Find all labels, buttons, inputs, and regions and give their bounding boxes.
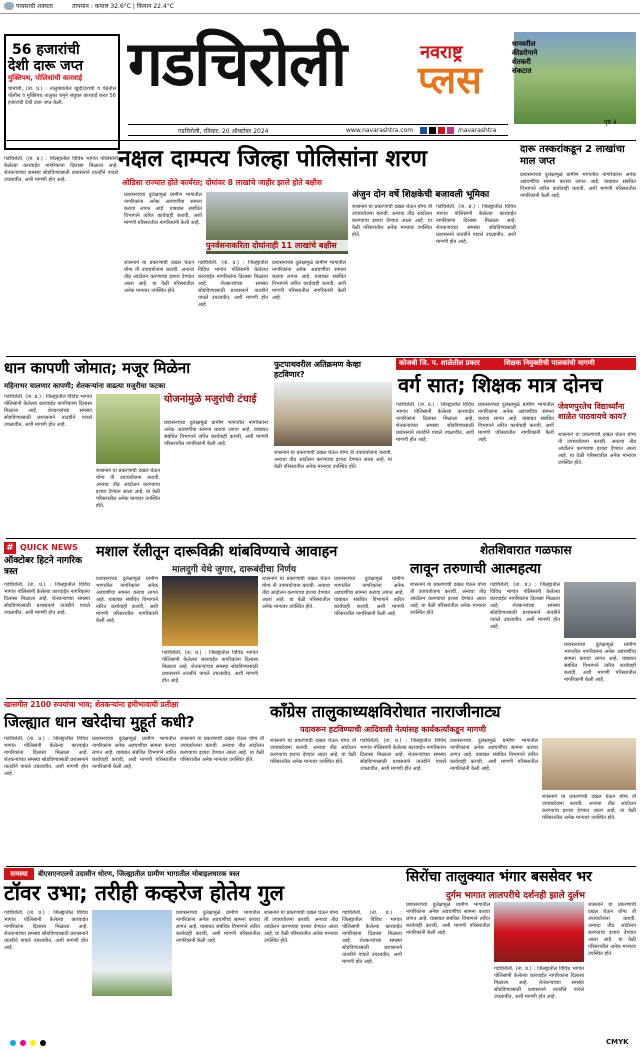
tower-col-2: प्रशासनाच्या दुर्लक्षामुळे ग्रामीण भागातील नागरिकांना अनेक अडचणींचा सामना करावा लागत आहे. याबाबत संबंधित विभागाने त्वरित कार्यवाही करावी, अशी मागणी परिसरातील नागरिकांनी केली आहे. bbox=[176, 910, 260, 944]
shivar-sub: लावून तरुणाची आत्महत्या bbox=[410, 561, 541, 577]
left-promo-body: चामोर्शी, (ता. प्र.) : तालुक्यातील खुर्दी/दराची व पेठेतील पोलीस व मुक्तिपथ तालुका चमूने संयुक्त कारवाई करत 56 हजारांची देशी दारू जप्त केली. bbox=[8, 86, 116, 106]
youtube-icon[interactable] bbox=[438, 127, 445, 134]
side-label: धानवरील कीडरोगाने शेतकरी संकटात bbox=[512, 40, 538, 75]
congress-col-1: शासनाने या प्रकरणाची दखल घेऊन योग्य ती उपाययोजना करावी. अन्यथा तीव्र आंदोलन करण्याचा इशारा देण्यात आला आहे. या वेळी परिसरातील अनेक मान्यवर उपस्थित होते. bbox=[270, 738, 356, 765]
anjuna-col-2: गडचिरोली, (ता. प्र.) : जिल्ह्यातील विविध भागांत पोलिसांनी केलेल्या कारवाईत नागरिकांना दिलासा मिळाला आहे. शेतकऱ्यांच्या समस्या सोडविण्यासाठी प्रशासनाने तातडीने पावले उचलावीत, अशी मागणी होत आहे. bbox=[436, 204, 516, 245]
congress-headline: काँग्रेस तालुकाध्यक्षविरोधात नाराजीनाट्य bbox=[270, 702, 501, 721]
yojana-body: प्रशासनाच्या दुर्लक्षामुळे ग्रामीण भागातील नागरिकांना अनेक अडचणींचा सामना करावा लागत आहे. याबाबत संबंधित विभागाने त्वरित कार्यवाही करावी, अशी मागणी परिसरातील नागरिकांनी केली आहे. bbox=[164, 420, 268, 447]
section-divider-4 bbox=[6, 866, 636, 867]
section-divider-2 bbox=[6, 538, 636, 539]
sironcha-col-2: शासनाने या प्रकरणाची दखल घेऊन योग्य ती उपाययोजना करावी. अन्यथा तीव्र आंदोलन करण्याचा इशारा देण्यात आला आहे. या वेळी परिसरातील अनेक मान्यवर उपस्थित होते. bbox=[588, 902, 636, 957]
jevanputre-body: शासनाने या प्रकरणाची दखल घेऊन योग्य ती उपाययोजना करावी. अन्यथा तीव्र आंदोलन करण्याचा इशारा देण्यात आला आहे. या वेळी परिसरातील अनेक मान्यवर उपस्थित होते. bbox=[558, 432, 636, 466]
paddy-headline: धान कापणी जोमात; मजूर मिळेना bbox=[4, 359, 191, 377]
dhaan-col-1: गडचिरोली, (ता. प्र.) : जिल्ह्यातील विविध भागांत पोलिसांनी केलेल्या कारवाईत नागरिकांना दिलासा मिळाला आहे. शेतकऱ्यांच्या समस्या सोडविण्यासाठी प्रशासनाने तातडीने पावले उचलावीत, अशी मागणी होत आहे. bbox=[4, 736, 88, 777]
website-link[interactable]: www.navarashtra.com bbox=[346, 127, 414, 134]
brand-top: नवराष्ट्र bbox=[420, 42, 463, 63]
kojagiri-col-1: गडचिरोली, (ता. प्र.) : जिल्ह्यातील विविध भागांत पोलिसांनी केलेल्या कारवाईत नागरिकांना दिलासा मिळाला आहे. शेतकऱ्यांच्या समस्या सोडविण्यासाठी प्रशासनाने तातडीने पावले उचलावीत, अशी मागणी होत आहे. bbox=[396, 402, 474, 443]
quick-news-label: QUICK NEWS bbox=[20, 543, 78, 552]
main-kicker bbox=[122, 177, 516, 189]
cmyk-cyan bbox=[10, 1040, 16, 1046]
dhaan-kicker: खासगीत 2100 रुपयांचा भाव; शेतकऱ्यांना हमीभावाची प्रतीक्षा bbox=[4, 700, 179, 709]
torch-headline: मशाल रॅलीतून दारूविक्री थांबविण्याचे आवाहन bbox=[96, 544, 338, 560]
paddy-col-2: शासनाने या प्रकरणाची दखल घेऊन योग्य ती उपाययोजना करावी. अन्यथा तीव्र आंदोलन करण्याचा इशारा देण्यात आला आहे. या वेळी परिसरातील अनेक मान्यवर उपस्थित होते. bbox=[96, 468, 160, 509]
anjuna-col-1: शासनाने या प्रकरणाची दखल घेऊन योग्य ती उपाययोजना करावी. अन्यथा तीव्र आंदोलन करण्याचा इशारा देण्यात आला आहे. या वेळी परिसरातील अनेक मान्यवर उपस्थित होते. bbox=[352, 204, 432, 238]
right-top-headline: दारू तस्करांकडून 2 लाखांचा माल जप्त bbox=[520, 144, 625, 167]
weather-label: पावसाची शक्यता bbox=[16, 3, 53, 10]
sironcha-col-3: गडचिरोली, (ता. प्र.) : जिल्ह्यातील विविध भागांत पोलिसांनी केलेल्या कारवाईत नागरिकांना दिलासा मिळाला आहे. शेतकऱ्यांच्या समस्या सोडविण्यासाठी प्रशासनाने तातडीने पावले उचलावीत, अशी मागणी होत आहे. bbox=[494, 966, 584, 1000]
main-divider bbox=[6, 140, 636, 141]
cmyk-bar bbox=[0, 1036, 640, 1051]
left-promo-sub: मुक्तिपथ, पोलिसांची कारवाई bbox=[8, 74, 83, 82]
left-promo-headline-1: 56 हजारांची bbox=[12, 42, 80, 58]
tower-kicker: बीएसएनएलचे उदासीन धोरण, जिल्ह्यातील ग्रामीण भागातील मोबाइलधारक त्रस्त bbox=[38, 870, 240, 878]
top-bar bbox=[0, 0, 640, 14]
tower-label: समस्या bbox=[4, 868, 34, 880]
kojagiri-col-2: प्रशासनाच्या दुर्लक्षामुळे ग्रामीण भागातील नागरिकांना अनेक अडचणींचा सामना करावा लागत आहे. याबाबत संबंधित विभागाने त्वरित कार्यवाही करावी, अशी मागणी परिसरातील नागरिकांनी केली आहे. bbox=[478, 402, 554, 443]
masthead-title: गडचिरोली bbox=[128, 27, 347, 100]
kojagiri-kicker: कोजबी जि. प. शाळेतील प्रकार bbox=[399, 359, 480, 367]
hash-icon: # bbox=[4, 542, 16, 554]
tower-headline: टॉवर उभा; तरीही कव्हरेज होतेय गुल bbox=[4, 881, 284, 905]
quick-news-body: गडचिरोली, (ता. प्र.) : जिल्ह्यातील विविध भागांत पोलिसांनी केलेल्या कारवाईत नागरिकांना दिलासा मिळाला आहे. शेतकऱ्यांच्या समस्या सोडविण्यासाठी प्रशासनाने तातडीने पावले उचलावीत, अशी मागणी होत आहे. bbox=[4, 582, 90, 616]
quick-news-badge bbox=[4, 542, 84, 554]
congress-col-3: प्रशासनाच्या दुर्लक्षामुळे ग्रामीण भागातील नागरिकांना अनेक अडचणींचा सामना करावा लागत आहे. याबाबत संबंधित विभागाने त्वरित कार्यवाही करावी, अशी मागणी परिसरातील नागरिकांनी केली आहे. bbox=[450, 738, 538, 772]
main-col-1: प्रशासनाच्या दुर्लक्षामुळे ग्रामीण भागातील नागरिकांना अनेक अडचणींचा सामना करावा लागत आहे. याबाबत संबंधित विभागाने त्वरित कार्यवाही करावी, अशी मागणी परिसरातील नागरिकांनी केली आहे. bbox=[124, 192, 202, 226]
torch-sub: मालदुगी येथे जुगार, दारूबंदीचा निर्णय bbox=[172, 565, 297, 575]
shivar-headline: शेतशिवारात गळफास bbox=[480, 543, 572, 557]
main-caption: पुनर्वसनाकरिता दोघांनाही 11 लाखांचे बक्षीस bbox=[206, 240, 348, 251]
paddy-col-1: गडचिरोली, (ता. प्र.) : जिल्ह्यातील विविध भागांत पोलिसांनी केलेल्या कारवाईत नागरिकांना दिलासा मिळाला आहे. शेतकऱ्यांच्या समस्या सोडविण्यासाठी प्रशासनाने तातडीने पावले उचलावीत, अशी मागणी होत आहे. bbox=[4, 394, 92, 428]
dateline-bar bbox=[128, 124, 508, 136]
torch-col-3: गडचिरोली, (ता. प्र.) : जिल्ह्यातील विविध भागांत पोलिसांनी केलेल्या कारवाईत नागरिकांना दिलासा मिळाला आहे. शेतकऱ्यांच्या समस्या सोडविण्यासाठी प्रशासनाने तातडीने पावले उचलावीत, अशी मागणी होत आहे. bbox=[162, 650, 258, 684]
shivar-col-2: गडचिरोली, (ता. प्र.) : जिल्ह्यातील विविध भागांत पोलिसांनी केलेल्या कारवाईत नागरिकांना दिलासा मिळाला आहे. शेतकऱ्यांच्या समस्या सोडविण्यासाठी प्रशासनाने तातडीने पावले उचलावीत, अशी मागणी होत आहे. bbox=[490, 582, 560, 630]
anjuna-headline: अंजुन दोन वर्षे शिक्षकेची बजावली भूमिका bbox=[352, 190, 490, 200]
torch-col-4: प्रशासनाच्या दुर्लक्षामुळे ग्रामीण भागातील नागरिकांना अनेक अडचणींचा सामना करावा लागत आहे. याबाबत संबंधित विभागाने त्वरित कार्यवाही करावी, अशी मागणी परिसरातील नागरिकांनी केली आहे. bbox=[334, 576, 404, 617]
left-promo-headline-2: देशी दारू जप्त bbox=[8, 58, 83, 74]
shivar-photo bbox=[564, 582, 636, 638]
quick-news-headline: ऑक्टोबर हिटने नागरिक त्रस्त bbox=[4, 556, 83, 577]
tower-kicker-row bbox=[4, 868, 400, 880]
bus-photo bbox=[494, 902, 584, 962]
main-headline: नक्षल दाम्पत्य जिल्हा पोलिसांना शरण bbox=[118, 146, 428, 172]
congress-sub: पदावरून हटविण्याची आदिवासी नेत्यांसह कार्यकर्त्यांकडून मागणी bbox=[300, 725, 487, 734]
kojagiri-headline: वर्ग सात; शिक्षक मात्र दोनच bbox=[398, 373, 603, 397]
page-label: पृष्ठ 4 bbox=[604, 119, 617, 126]
tower-photo bbox=[92, 910, 172, 996]
instagram-icon[interactable] bbox=[447, 127, 454, 134]
x-icon[interactable] bbox=[429, 127, 436, 134]
sironcha-sub: दुर्गम भागात लालपरीचे दर्शनही झाले दुर्लभ bbox=[446, 891, 585, 901]
dhaan-col-2: प्रशासनाच्या दुर्लक्षामुळे ग्रामीण भागातील नागरिकांना अनेक अडचणींचा सामना करावा लागत आहे. याबाबत संबंधित विभागाने त्वरित कार्यवाही करावी, अशी मागणी परिसरातील नागरिकांनी केली आहे. bbox=[92, 736, 176, 770]
facebook-icon[interactable] bbox=[420, 127, 427, 134]
congress-photo bbox=[542, 738, 636, 790]
temperature-readout: तापमान : कमाल 32.6°C | किमान 22.4°C bbox=[72, 3, 174, 10]
cmyk-label: CMYK bbox=[606, 1038, 629, 1046]
tower-col-4: गडचिरोली, (ता. प्र.) : जिल्ह्यातील विविध भागांत पोलिसांनी केलेल्या कारवाईत नागरिकांना दिलासा मिळाला आहे. शेतकऱ्यांच्या समस्या सोडविण्यासाठी प्रशासनाने तातडीने पावले उचलावीत, अशी मागणी होत आहे. bbox=[342, 910, 402, 965]
footpath-headline: फुटपाथवरील अतिक्रमण केव्हा हटविणार? bbox=[274, 360, 361, 379]
congress-col-2: गडचिरोली, (ता. प्र.) : जिल्ह्यातील विविध भागांत पोलिसांनी केलेल्या कारवाईत नागरिकांना दिलासा मिळाला आहे. शेतकऱ्यांच्या समस्या सोडविण्यासाठी प्रशासनाने तातडीने पावले उचलावीत, अशी मागणी होत आहे. bbox=[360, 738, 446, 772]
main-col-2: शासनाने या प्रकरणाची दखल घेऊन योग्य ती उपाययोजना करावी. अन्यथा तीव्र आंदोलन करण्याचा इशारा देण्यात आला आहे. या वेळी परिसरातील अनेक मान्यवर उपस्थित होते. bbox=[124, 260, 194, 294]
paddy-photo bbox=[96, 394, 160, 464]
torch-photo bbox=[162, 576, 258, 646]
right-top-body: प्रशासनाच्या दुर्लक्षामुळे ग्रामीण भागातील नागरिकांना अनेक अडचणींचा सामना करावा लागत आहे. याबाबत संबंधित विभागाने त्वरित कार्यवाही करावी, अशी मागणी परिसरातील नागरिकांनी केली आहे. bbox=[520, 172, 636, 199]
main-col-3: गडचिरोली, (ता. प्र.) : जिल्ह्यातील विविध भागांत पोलिसांनी केलेल्या कारवाईत नागरिकांना दिलासा मिळाला आहे. शेतकऱ्यांच्या समस्या सोडविण्यासाठी प्रशासनाने तातडीने पावले उचलावीत, अशी मागणी होत आहे. bbox=[198, 260, 268, 308]
shivar-col-3: प्रशासनाच्या दुर्लक्षामुळे ग्रामीण भागातील नागरिकांना अनेक अडचणींचा सामना करावा लागत आहे. याबाबत संबंधित विभागाने त्वरित कार्यवाही करावी, अशी मागणी परिसरातील नागरिकांनी केली आहे. bbox=[564, 642, 636, 683]
main-kicker-text: ओडिसा राज्यात होते कार्यरत; दोघांवर 8 लाखांचे जाहीर झाले होते बक्षीस bbox=[122, 178, 322, 187]
shivar-col-1: शासनाने या प्रकरणाची दखल घेऊन योग्य ती उपाययोजना करावी. अन्यथा तीव्र आंदोलन करण्याचा इशारा देण्यात आला आहे. या वेळी परिसरातील अनेक मान्यवर उपस्थित होते. bbox=[410, 582, 486, 616]
dhaan-col-3: शासनाने या प्रकरणाची दखल घेऊन योग्य ती उपाययोजना करावी. अन्यथा तीव्र आंदोलन करण्याचा इशारा देण्यात आला आहे. या वेळी परिसरातील अनेक मान्यवर उपस्थित होते. bbox=[180, 736, 264, 763]
cmyk-magenta bbox=[20, 1040, 26, 1046]
weather-icon bbox=[4, 2, 14, 10]
jevanputre-headline: जेवणपुरतेच विद्यार्थ्यांना शाळेत पाठवायचे काय? bbox=[558, 402, 627, 421]
congress-col-4: शासनाने या प्रकरणाची दखल घेऊन योग्य ती उपाययोजना करावी. अन्यथा तीव्र आंदोलन करण्याचा इशारा देण्यात आला आहे. या वेळी परिसरातील अनेक मान्यवर उपस्थित होते. bbox=[542, 794, 636, 821]
sironcha-col-1: प्रशासनाच्या दुर्लक्षामुळे ग्रामीण भागातील नागरिकांना अनेक अडचणींचा सामना करावा लागत आहे. याबाबत संबंधित विभागाने त्वरित कार्यवाही करावी, अशी मागणी परिसरातील नागरिकांनी केली आहे. bbox=[406, 902, 490, 936]
main-col-4: प्रशासनाच्या दुर्लक्षामुळे ग्रामीण भागातील नागरिकांना अनेक अडचणींचा सामना करावा लागत आहे. याबाबत संबंधित विभागाने त्वरित कार्यवाही करावी, अशी मागणी परिसरातील नागरिकांनी केली आहे. bbox=[272, 260, 346, 301]
cmyk-yellow bbox=[30, 1040, 36, 1046]
paddy-sub: महिनाभर चालणार कापणी; शेतकऱ्यांना वाढत्या मजुरीचा फटका bbox=[4, 382, 166, 390]
kojagiri-subkicker: शिक्षक नियुक्तीची पालकांची मागणी bbox=[504, 359, 595, 367]
tower-col-3: शासनाने या प्रकरणाची दखल घेऊन योग्य ती उपाययोजना करावी. अन्यथा तीव्र आंदोलन करण्याचा इशारा देण्यात आला आहे. या वेळी परिसरातील अनेक मान्यवर उपस्थित होते. bbox=[264, 910, 338, 944]
sironcha-headline: सिरोंचा तालुक्यात भंगार बससेवर भर bbox=[406, 869, 592, 885]
brand-bottom: प्लस bbox=[418, 58, 482, 102]
kojagiri-kicker-box bbox=[396, 358, 636, 370]
left-col-1: गडचिरोली, (ता. प्र.) : जिल्ह्यातील विविध भागांत पोलिसांनी केलेल्या कारवाईत नागरिकांना दिलासा मिळाला आहे. शेतकऱ्यांच्या समस्या सोडविण्यासाठी प्रशासनाने तातडीने पावले उचलावीत, अशी मागणी होत आहे. bbox=[4, 156, 118, 183]
torch-col-1: प्रशासनाच्या दुर्लक्षामुळे ग्रामीण भागातील नागरिकांना अनेक अडचणींचा सामना करावा लागत आहे. याबाबत संबंधित विभागाने त्वरित कार्यवाही करावी, अशी मागणी परिसरातील नागरिकांनी केली आहे. bbox=[96, 576, 158, 624]
footpath-body: शासनाने या प्रकरणाची दखल घेऊन योग्य ती उपाययोजना करावी. अन्यथा तीव्र आंदोलन करण्याचा इशारा देण्यात आला आहे. या वेळी परिसरातील अनेक मान्यवर उपस्थित होते. bbox=[274, 450, 392, 470]
yojana-headline: योजनांमुळे मजुरांची टंचाई bbox=[164, 394, 257, 405]
tower-col-1: गडचिरोली, (ता. प्र.) : जिल्ह्यातील विविध भागांत पोलिसांनी केलेल्या कारवाईत नागरिकांना दिलासा मिळाला आहे. शेतकऱ्यांच्या समस्या सोडविण्यासाठी प्रशासनाने तातडीने पावले उचलावीत, अशी मागणी होत आहे. bbox=[4, 910, 88, 951]
dateline: गडचिरोली, रविवार, 20 ऑक्टोबर 2024 bbox=[178, 128, 269, 135]
footpath-photo bbox=[274, 382, 392, 446]
section-divider-3 bbox=[6, 698, 636, 699]
section-divider-1 bbox=[6, 356, 636, 357]
torch-col-2: शासनाने या प्रकरणाची दखल घेऊन योग्य ती उपाययोजना करावी. अन्यथा तीव्र आंदोलन करण्याचा इशारा देण्यात आला आहे. या वेळी परिसरातील अनेक मान्यवर उपस्थित होते. bbox=[262, 576, 330, 610]
dhaan-headline: जिल्ह्यात धान खरेदीचा मुहूर्त कधी? bbox=[4, 713, 195, 731]
cmyk-black bbox=[40, 1040, 46, 1046]
social-handle: /navarashtra bbox=[458, 127, 497, 134]
